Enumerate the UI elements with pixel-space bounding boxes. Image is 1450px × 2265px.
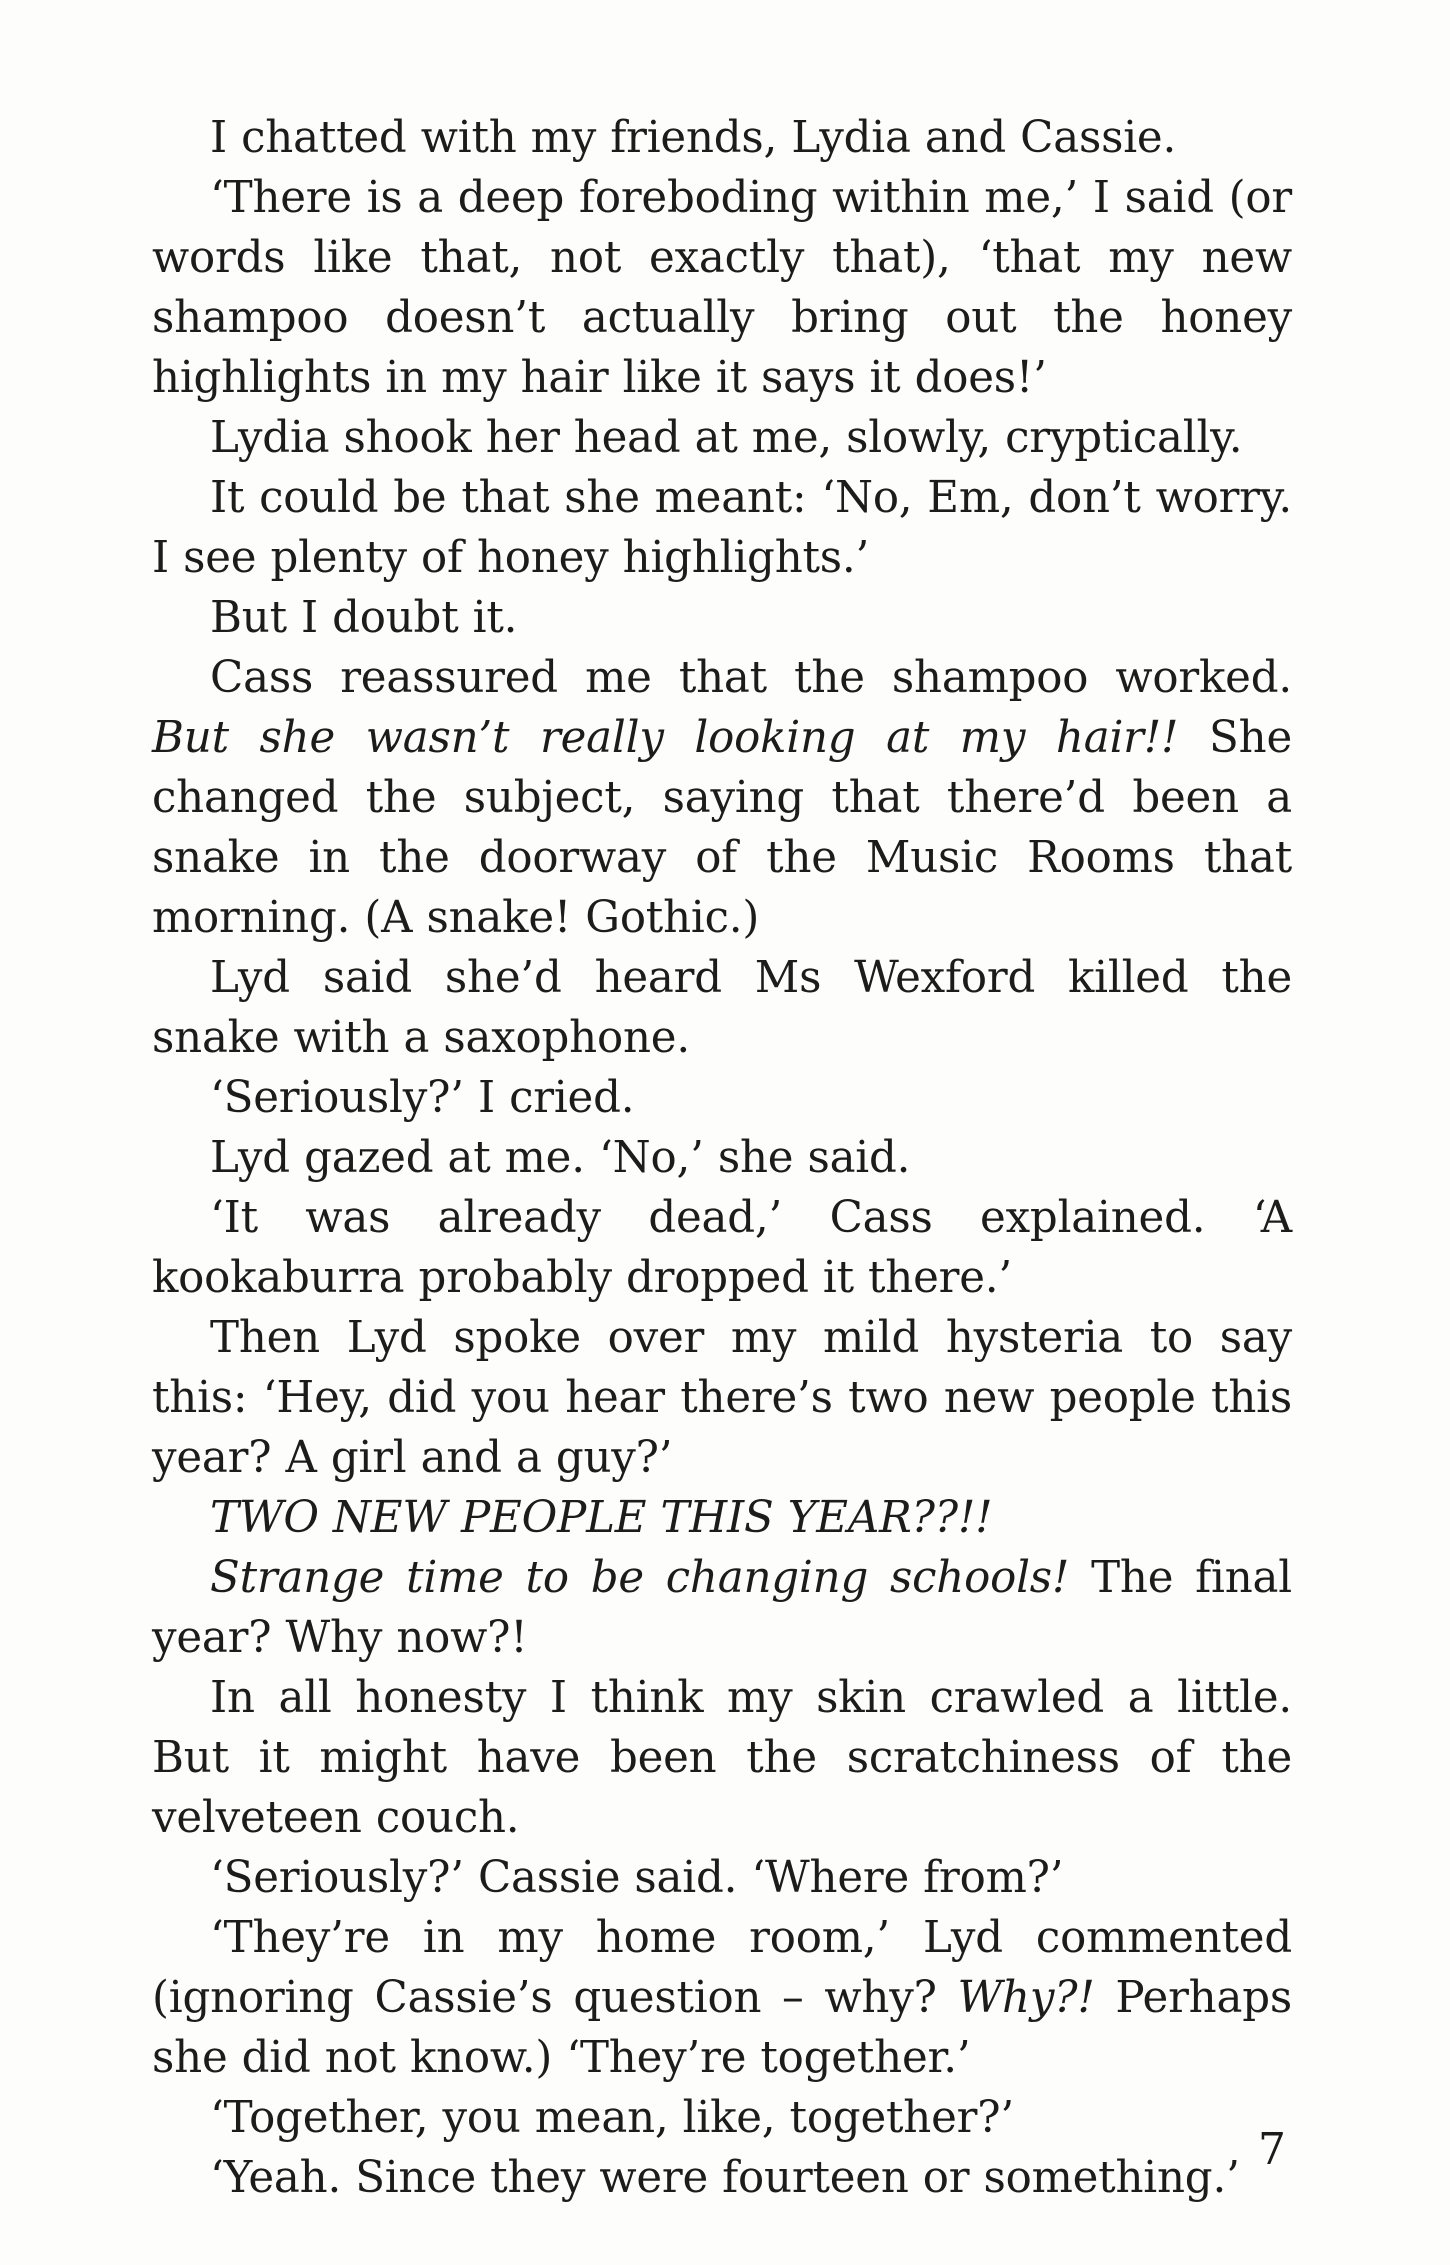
paragraph: [152, 1488, 1292, 1548]
text-run: ‘They’re in my home room,’ Lyd commented (ignoring Cassie’s question – why?: [152, 1913, 1292, 2023]
text-run: Cass reassured me that the shampoo worked.: [210, 653, 1292, 703]
text-run: It could be that she meant: ‘No, Em, don’t worry. I see plenty of honey highlights.’: [152, 473, 1292, 583]
text-run: ‘Seriously?’ I cried.: [210, 1073, 635, 1123]
italic-text-run: Why?!: [957, 1973, 1095, 2023]
italic-text-run: TWO NEW PEOPLE THIS YEAR??!!: [210, 1493, 993, 1543]
paragraph: [152, 1188, 1292, 1308]
text-run: In all honesty I think my skin crawled a little. But it might have been the scratchiness of the velveteen couch.: [152, 1673, 1292, 1843]
paragraph: [152, 588, 1292, 648]
text-run: Lydia shook her head at me, slowly, cryptically.: [210, 413, 1243, 463]
paragraph: [152, 2148, 1292, 2208]
page-number: 7: [1258, 2124, 1286, 2175]
paragraph: [152, 648, 1292, 948]
paragraph: [152, 1548, 1292, 1668]
text-run: ‘Yeah. Since they were fourteen or something.’: [210, 2153, 1240, 2203]
paragraph: [152, 168, 1292, 408]
text-run: ‘Together, you mean, like, together?’: [210, 2093, 1014, 2143]
text-run: ‘There is a deep foreboding within me,’ I said (or words like that, not exactly that), ‘that my new shampoo doesn’t actually bring out the honey highlights in my hair like it says it does!’: [152, 173, 1292, 403]
paragraph: [152, 1128, 1292, 1188]
paragraph: [152, 468, 1292, 588]
text-run: ‘It was already dead,’ Cass explained. ‘A kookaburra probably dropped it there.’: [152, 1193, 1292, 1303]
paragraph: [152, 2088, 1292, 2148]
paragraph: [152, 1848, 1292, 1908]
text-run: Lyd said she’d heard Ms Wexford killed the snake with a saxophone.: [152, 953, 1292, 1063]
text-run: The final year? Why now?!: [152, 1553, 1292, 1663]
text-run: Perhaps she did not know.) ‘They’re together.’: [152, 1973, 1292, 2083]
paragraph: [152, 948, 1292, 1068]
paragraph: [152, 108, 1292, 168]
text-run: I chatted with my friends, Lydia and Cassie.: [210, 113, 1177, 163]
text-run: Then Lyd spoke over my mild hysteria to say this: ‘Hey, did you hear there’s two new people this year? A girl and a guy?’: [152, 1313, 1292, 1483]
text-run: Lyd gazed at me. ‘No,’ she said.: [210, 1133, 911, 1183]
italic-text-run: But she wasn’t really looking at my hair!!: [152, 713, 1179, 763]
book-page-text: [152, 108, 1292, 2208]
text-run: She changed the subject, saying that there’d been a snake in the doorway of the Music Rooms that morning. (A snake! Gothic.): [152, 713, 1292, 943]
italic-text-run: Strange time to be changing schools!: [210, 1553, 1070, 1603]
text-run: ‘Seriously?’ Cassie said. ‘Where from?’: [210, 1853, 1064, 1903]
paragraph: [152, 1668, 1292, 1848]
paragraph: [152, 408, 1292, 468]
paragraph: [152, 1068, 1292, 1128]
paragraph: [152, 1308, 1292, 1488]
paragraph: [152, 1908, 1292, 2088]
text-run: But I doubt it.: [210, 593, 518, 643]
